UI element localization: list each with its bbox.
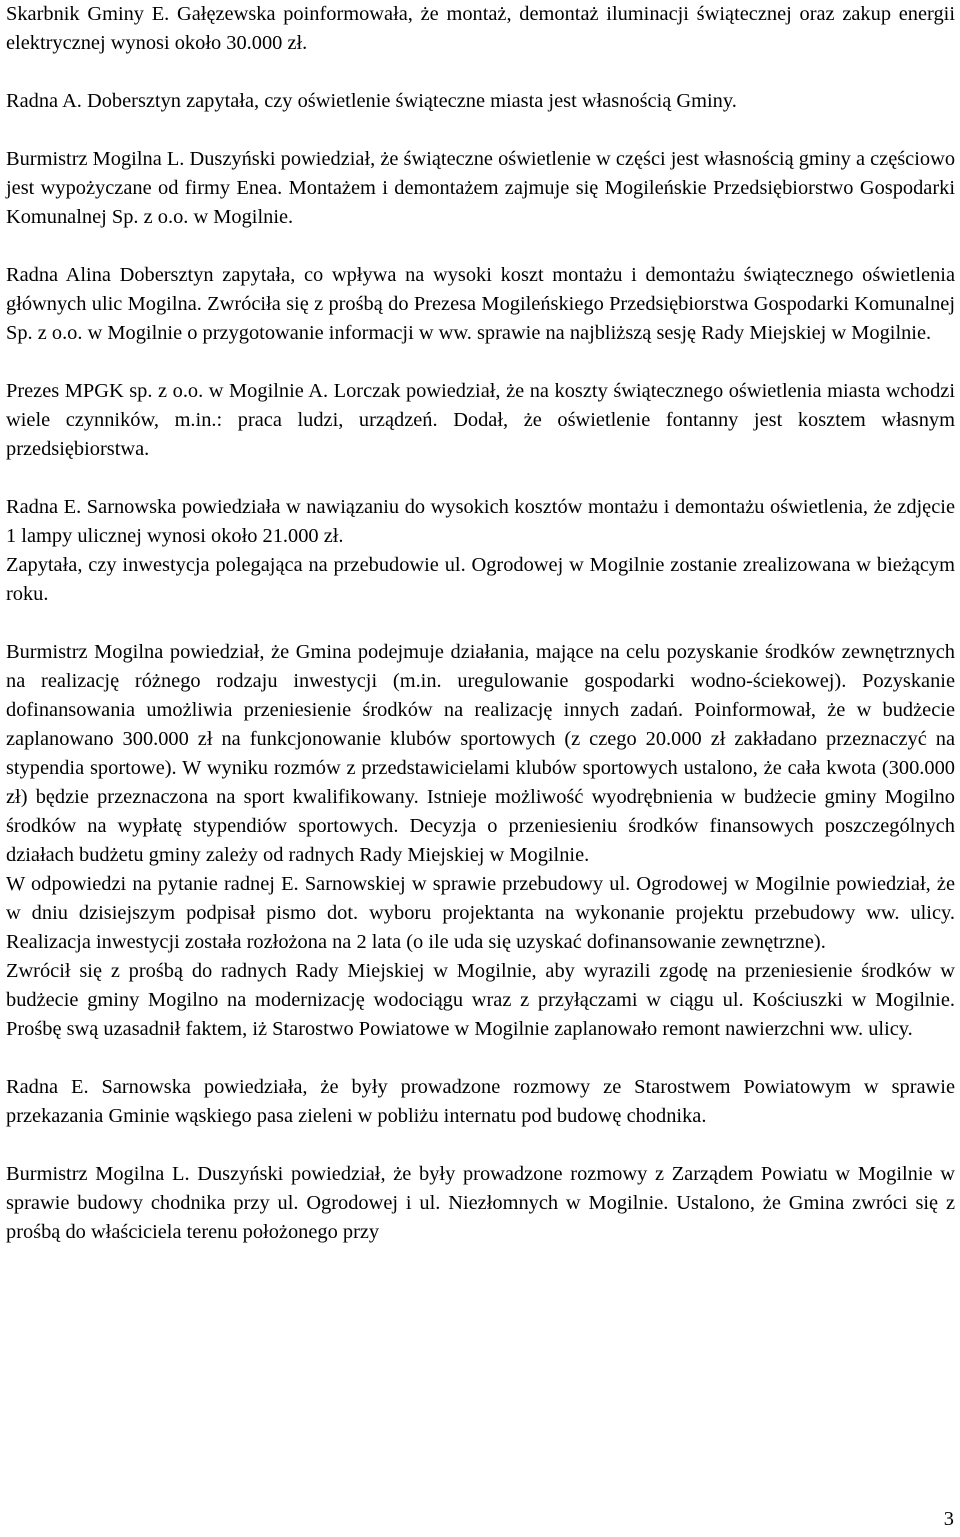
paragraph: Zwrócił się z prośbą do radnych Rady Miejskiej w Mogilnie, aby wyrazili zgodę na przeniesienie środków w budżecie gminy Mogilno na modernizację wodociągu wraz z przyłączami w ciągu ul. Kościuszki w Mogilnie. Prośbę swą uzasadnił faktem, iż Starostwo Powiatowe w Mogilnie zaplanowało remont nawierzchni ww. ulicy. bbox=[6, 960, 955, 1040]
paragraph: W odpowiedzi na pytanie radnej E. Sarnowskiej w sprawie przebudowy ul. Ogrodowej w Mogilnie powiedział, że w dniu dzisiejszym podpisał pismo dot. wyboru projektanta na wykonanie projektu przebudowy ww. ulicy. Realizacja inwestycji została rozłożona na 2 lata (o ile uda się uzyskać dofinansowanie zewnętrzne). bbox=[6, 873, 955, 953]
paragraph: Zapytała, czy inwestycja polegająca na przebudowie ul. Ogrodowej w Mogilnie zostanie zrealizowana w bieżącym roku. bbox=[6, 554, 955, 605]
paragraph: Prezes MPGK sp. z o.o. w Mogilnie A. Lorczak powiedział, że na koszty świątecznego oświetlenia miasta wchodzi wiele czynników, m.in.: praca ludzi, urządzeń. Dodał, że oświetlenie fontanny jest kosztem własnym przedsiębiorstwa. bbox=[6, 380, 955, 460]
paragraph: Radna E. Sarnowska powiedziała w nawiązaniu do wysokich kosztów montażu i demontażu oświetlenia, że zdjęcie 1 lampy ulicznej wynosi około 21.000 zł. bbox=[6, 496, 955, 547]
paragraph: Skarbnik Gminy E. Gałęzewska poinformowała, że montaż, demontaż iluminacji świątecznej oraz zakup energii elektrycznej wynosi około 30.000 zł. bbox=[6, 3, 955, 54]
page-number: 3 bbox=[943, 1508, 954, 1530]
paragraph: Radna A. Dobersztyn zapytała, czy oświetlenie świąteczne miasta jest własnością Gminy. bbox=[6, 90, 737, 112]
paragraph: Radna E. Sarnowska powiedziała, że były prowadzone rozmowy ze Starostwem Powiatowym w sprawie przekazania Gminie wąskiego pasa zieleni w pobliżu internatu pod budowę chodnika. bbox=[6, 1076, 955, 1127]
document-page bbox=[6, 0, 955, 1247]
paragraph: Radna Alina Dobersztyn zapytała, co wpływa na wysoki koszt montażu i demontażu świątecznego oświetlenia głównych ulic Mogilna. Zwróciła się z prośbą do Prezesa Mogileńskiego Przedsiębiorstwa Gospodarki Komunalnej Sp. z o.o. w Mogilnie o przygotowanie informacji w ww. sprawie na najbliższą sesję Rady Miejskiej w Mogilnie. bbox=[6, 264, 955, 344]
paragraph: Burmistrz Mogilna L. Duszyński powiedział, że były prowadzone rozmowy z Zarządem Powiatu w Mogilnie w sprawie budowy chodnika przy ul. Ogrodowej i ul. Niezłomnych w Mogilnie. Ustalono, że Gmina zwróci się z prośbą do właściciela terenu położonego przy bbox=[6, 1163, 955, 1243]
paragraph: Burmistrz Mogilna powiedział, że Gmina podejmuje działania, mające na celu pozyskanie środków zewnętrznych na realizację różnego rodzaju inwestycji (m.in. uregulowanie gospodarki wodno-ściekowej). Pozyskanie dofinansowania umożliwia przeniesienie środków na realizację innych zadań. Poinformował, że w budżecie zaplanowano 300.000 zł na funkcjonowanie klubów sportowych (z czego 20.000 zł zakładano przeznaczyć na stypendia sportowe). W wyniku rozmów z przedstawicielami klubów sportowych ustalono, że cała kwota (300.000 zł) będzie przeznaczona na sport kwalifikowany. Istnieje możliwość wyodrębnienia w budżecie gminy Mogilno środków na wypłatę stypendiów sportowych. Decyzja o przeniesieniu środków finansowych poszczególnych działach budżetu gminy zależy od radnych Rady Miejskiej w Mogilnie. bbox=[6, 641, 955, 866]
paragraph: Burmistrz Mogilna L. Duszyński powiedział, że świąteczne oświetlenie w części jest własnością gminy a częściowo jest wypożyczane od firmy Enea. Montażem i demontażem zajmuje się Mogileńskie Przedsiębiorstwo Gospodarki Komunalnej Sp. z o.o. w Mogilnie. bbox=[6, 148, 956, 228]
